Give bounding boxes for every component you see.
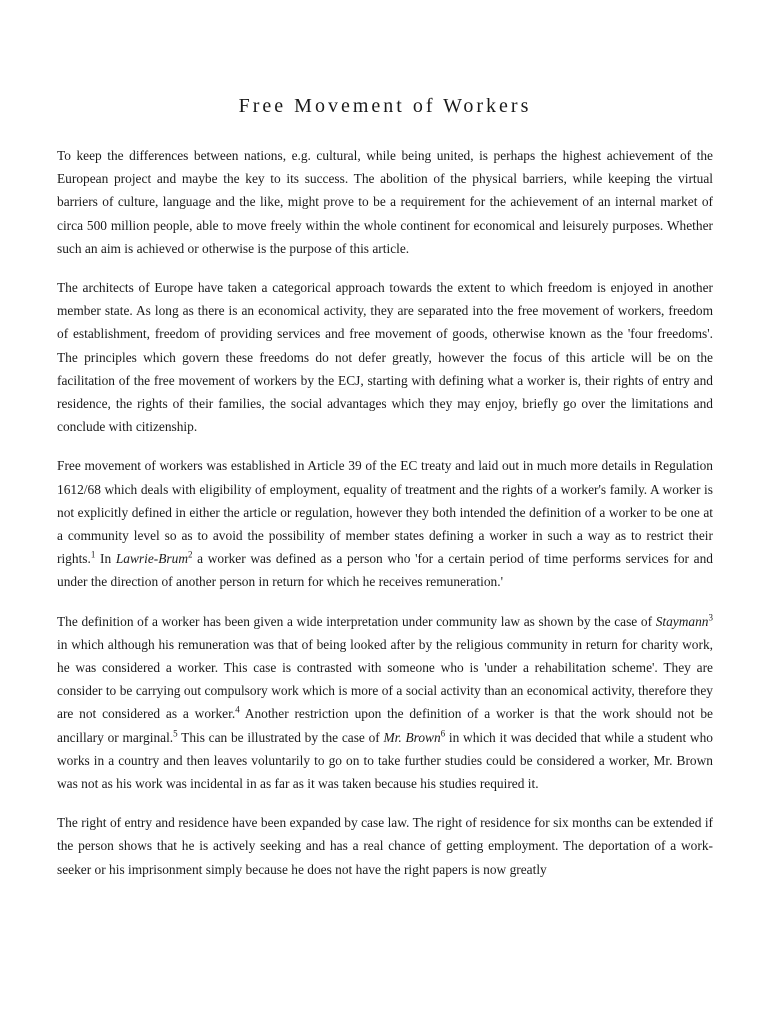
- paragraph-text: The architects of Europe have taken a categorical approach towards the extent to which freedom is enjoyed in another member state. As long as there is an economical activity, they are separated into the free movement of workers, freedom of establishment, freedom of providing services and free movement of goods, otherwise known as the 'four freedoms'. The principles which govern these freedoms do not defer greatly, however the focus of this article will be on the facilitation of the free movement of workers by the ECJ, starting with defining what a worker is, their rights of entry and residence, the rights of their families, the social advantages which they may enjoy, briefly go over the limitations and conclude with citizenship.: [57, 280, 713, 435]
- paragraph-text: To keep the differences between nations, e.g. cultural, while being united, is perhaps the highest achievement of the European project and maybe the key to its success. The abolition of the physical barriers, while keeping the virtual barriers of culture, language and the like, might prove to be a requirement for the achievement of an internal market of circa 500 million people, able to move freely within the whole continent for economical and leisurely purposes. Whether such an aim is achieved or otherwise is the purpose of this article.: [57, 148, 713, 256]
- footnote-marker: 6: [440, 728, 446, 739]
- paragraph-text: in which although his remuneration was that of being looked after by the religious community in return for charity work, he was considered a worker. This case is contrasted with someone who is 'under a rehabilitation scheme'. They are consider to be carrying out compulsory work which is more of a social activity than an economical activity, therefore they are not considered as a worker.: [57, 636, 713, 722]
- paragraph-text: a worker was defined as a person who 'for a certain period of time performs services for and under the direction of another person in return for which he receives remuneration.': [57, 551, 713, 590]
- footnote-marker: 3: [708, 612, 713, 623]
- footnote-marker: 5: [173, 728, 178, 739]
- paragraph-text: The right of entry and residence have been expanded by case law. The right of residence for six months can be extended if the person shows that he is actively seeking and has a real chance of getting employment. The deportation of a work-seeker or his imprisonment simply because he does not have the right papers is now greatly: [57, 815, 713, 877]
- body-paragraph: [57, 454, 713, 593]
- footnote-marker: 1: [90, 549, 96, 560]
- footnote-marker: 4: [235, 705, 240, 715]
- case-name: Staymann: [655, 613, 709, 629]
- case-name: Lawrie-Brum: [115, 551, 188, 567]
- body-paragraph: [57, 811, 713, 881]
- paragraph-text: This can be illustrated by the case of: [177, 729, 384, 745]
- paragraph-text: Free movement of workers was established in Article 39 of the EC treaty and laid out in much more details in Regulation 1612/68 which deals with eligibility of employment, equality of treatment and the rights of a worker's family. A worker is not explicitly defined in either the article or regulation, however they both intended the definition of a worker to be one at a community level so as to avoid the possibility of member states defining a worker in such a way as to restrict their rights.: [57, 458, 713, 567]
- paragraph-text: The definition of a worker has been given a wide interpretation under community law as shown by the case of: [57, 613, 656, 629]
- footnote-marker: 2: [188, 549, 193, 560]
- paragraph-text: In: [95, 551, 116, 567]
- document-body: [57, 144, 713, 881]
- document-title: Free Movement of Workers: [238, 95, 532, 117]
- paragraph-text: in which it was decided that while a student who works in a country and then leaves voluntarily to go on to take further studies could be considered a worker, Mr. Brown was not as his work was incidental in as far as it was taken because his studies required it.: [57, 729, 713, 792]
- body-paragraph: [57, 144, 713, 260]
- case-name: Mr. Brown: [383, 729, 441, 745]
- body-paragraph: [57, 276, 713, 438]
- body-paragraph: [57, 610, 713, 796]
- paragraph-text: Another restriction upon the definition of a worker is that the work should not be ancillary or marginal.: [57, 706, 713, 745]
